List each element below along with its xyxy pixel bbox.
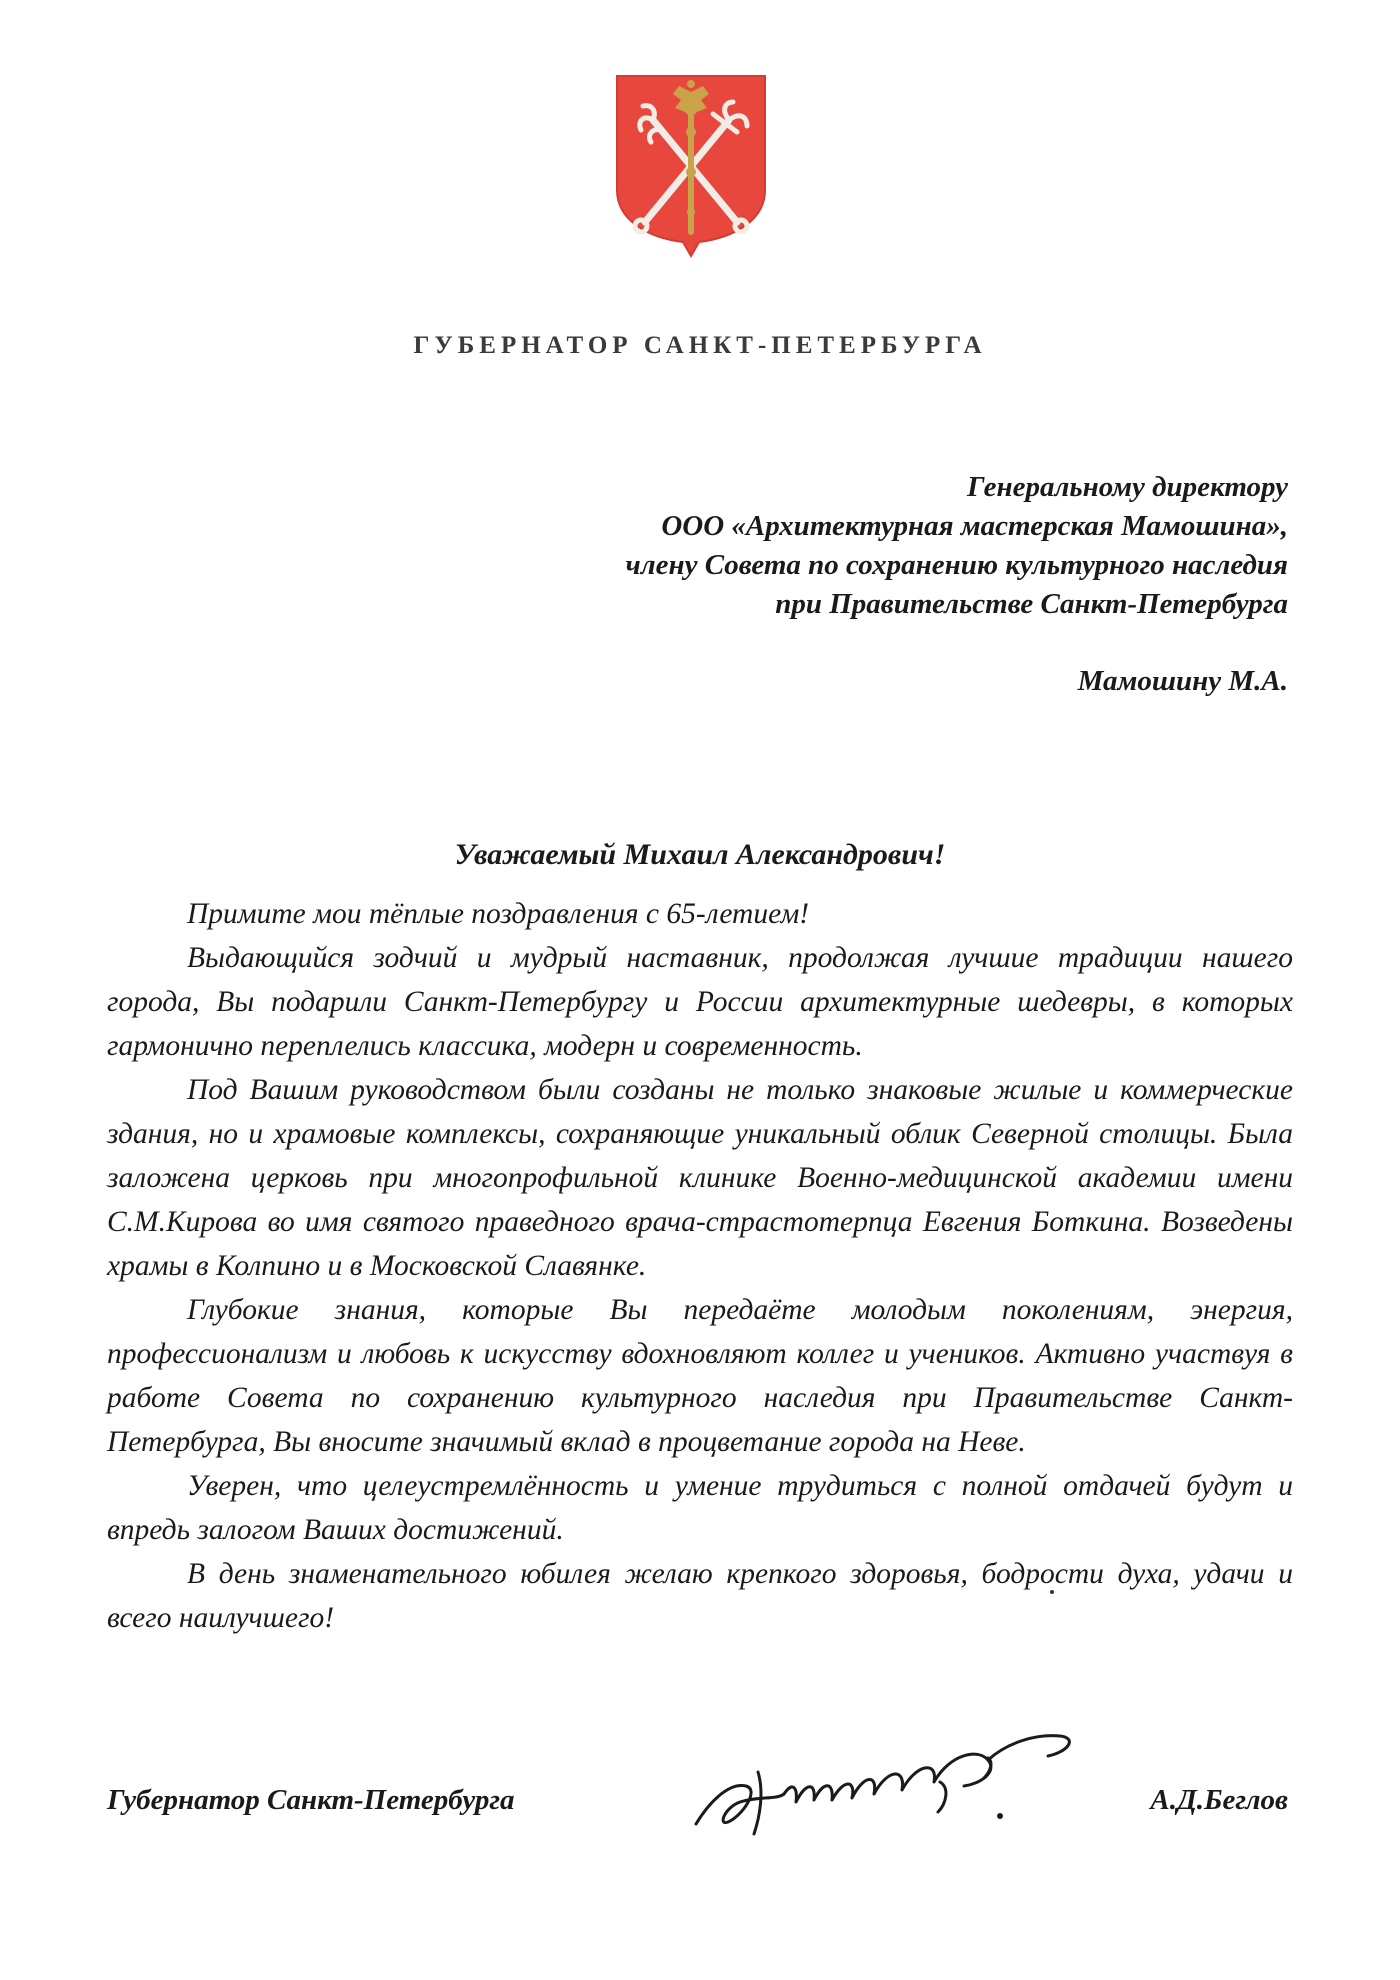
speck bbox=[1050, 1590, 1054, 1594]
salutation: Уважаемый Михаил Александрович! bbox=[454, 838, 946, 871]
addressee-line: при Правительстве Санкт-Петербурга bbox=[775, 588, 1288, 620]
body-paragraph: Уверен, что целеустремлённость и умение трудиться с полной отдачей будут и впредь залогом Ваших достижений. bbox=[107, 1470, 1293, 1546]
body-paragraph: Глубокие знания, которые Вы передаёте молодым поколениям, энергия, профессионализм и любовь к искусству вдохновляют коллег и учеников. Активно участвуя в работе Совета по сохранению культурного наследия при Правительстве Санкт-Петербурга, Вы вносите значимый вклад в процветание города на Неве. bbox=[107, 1294, 1293, 1458]
letter-body bbox=[107, 892, 1293, 1640]
body-paragraph: Примите мои тёплые поздравления с 65-летием! bbox=[187, 898, 810, 930]
addressee-block bbox=[626, 468, 1288, 701]
body-paragraph: Под Вашим руководством были созданы не только знаковые жилые и коммерческие здания, но и храмовые комплексы, сохраняющие уникальный облик Северной столицы. Была заложена церковь при многопрофильной клинике Военно-медицинской академии имени С.М.Кирова во имя святого праведного врача-страстотерпца Евгения Боткина. Возведены храмы в Колпино и в Московской Славянке. bbox=[107, 1074, 1293, 1282]
signatory-title: Губернатор Санкт-Петербурга bbox=[107, 1784, 515, 1816]
signatory-name: А.Д.Беглов bbox=[1150, 1784, 1288, 1816]
addressee-name: Мамошину М.А. bbox=[1077, 665, 1288, 697]
addressee-line: Генеральному директору bbox=[967, 471, 1288, 503]
letterhead-title: ГУБЕРНАТОР САНКТ-ПЕТЕРБУРГА bbox=[413, 332, 987, 359]
addressee-line: ООО «Архитектурная мастерская Мамошина», bbox=[661, 510, 1288, 542]
body-paragraph: Выдающийся зодчий и мудрый наставник, продолжая лучшие традиции нашего города, Вы подарили Санкт-Петербургу и России архитектурные шедевры, в которых гармонично переплелись классика, модерн и современность. bbox=[107, 942, 1293, 1062]
coat-of-arms-icon bbox=[613, 72, 769, 258]
addressee-line: члену Совета по сохранению культурного наследия bbox=[625, 549, 1288, 581]
body-paragraph: В день знаменательного юбилея желаю крепкого здоровья, бодрости духа, удачи и всего наилучшего! bbox=[107, 1558, 1293, 1634]
handwritten-signature bbox=[688, 1712, 1118, 1842]
